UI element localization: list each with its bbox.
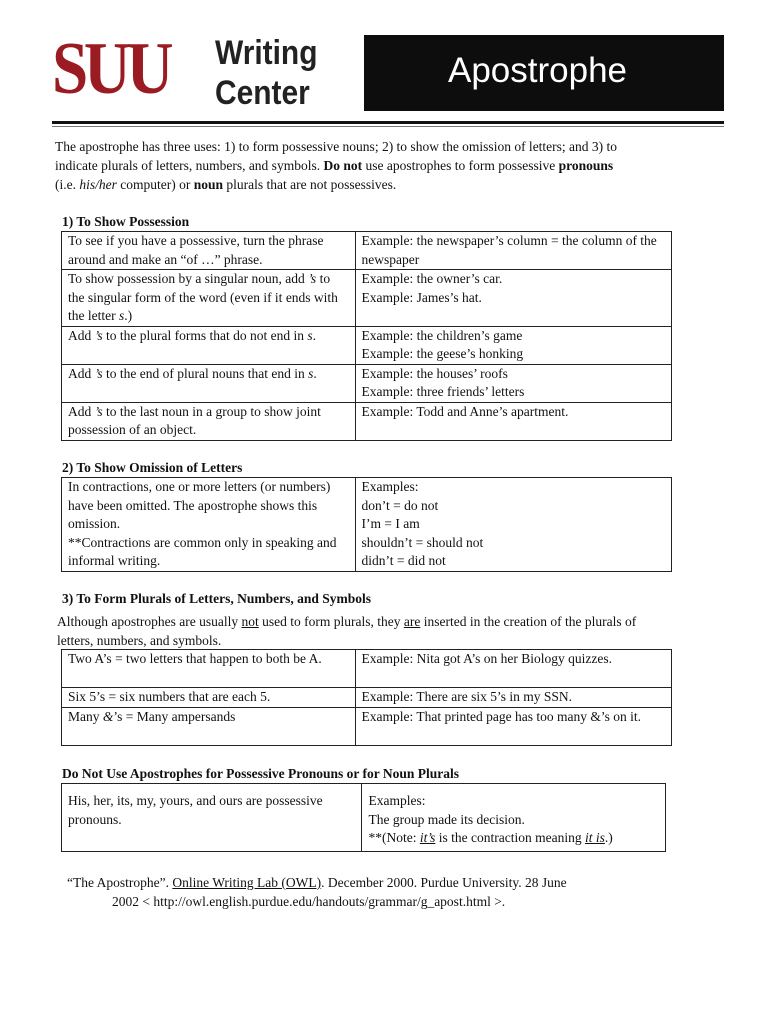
table-row: Add ’s to the plural forms that do not end in s. Example: the children’s game Example: the geese’s honking xyxy=(62,326,672,364)
table-row: Six 5’s = six numbers that are each 5. Example: There are six 5’s in my SSN. xyxy=(62,688,672,708)
omission-table xyxy=(61,477,672,572)
logo-center-text: Center xyxy=(215,74,310,112)
header-rule-thin xyxy=(52,126,724,127)
section3-intro: Although apostrophes are usually not used to form plurals, they are inserted in the creation of the plurals of letters, numbers, and symbols. xyxy=(57,614,637,648)
intro-paragraph: The apostrophe has three uses: 1) to form possessive nouns; 2) to show the omission of letters; and 3) to indicate plurals of letters, numbers, and symbols. Do not use apostrophes to form possessive pronouns (i.e. his/her computer) or noun plurals that are not possessives. xyxy=(55,139,618,192)
page-title: Apostrophe xyxy=(448,51,628,90)
plurals-table xyxy=(61,649,672,746)
logo-writing-text: Writing xyxy=(215,34,318,72)
section4-heading: Do Not Use Apostrophes for Possessive Pronouns or for Noun Plurals xyxy=(62,766,460,781)
table-row: Add ’s to the end of plural nouns that end in s. Example: the houses’ roofs Example: three friends’ letters xyxy=(62,364,672,402)
table-row: To show possession by a singular noun, add ’s to the singular form of the word (even if it ends with the letter s.) Example: the owner’s car. Example: James’s hat. xyxy=(62,270,672,327)
title-banner xyxy=(364,35,724,111)
owl-link: Online Writing Lab (OWL) xyxy=(172,875,322,890)
table-row: Two A’s = two letters that happen to both be A. Example: Nita got A’s on her Biology quizzes. xyxy=(62,650,672,688)
table-row: His, her, its, my, yours, and ours are possessive pronouns. Examples: The group made its decision. **(Note: it’s is the contraction meaning it is.) xyxy=(62,784,666,852)
section2-heading: 2) To Show Omission of Letters xyxy=(62,460,243,475)
section1-heading: 1) To Show Possession xyxy=(62,214,190,229)
table-row: Many &’s = Many ampersands Example: That printed page has too many &’s on it. xyxy=(62,708,672,746)
section3-heading: 3) To Form Plurals of Letters, Numbers, and Symbols xyxy=(62,591,372,606)
table-row: To see if you have a possessive, turn the phrase around and make an “of …” phrase. Example: the newspaper’s column = the column of the newspaper xyxy=(62,232,672,270)
pronouns-table xyxy=(61,783,666,852)
possession-table xyxy=(61,231,672,441)
page-header xyxy=(52,28,724,113)
header-rule xyxy=(52,121,724,124)
suu-logo: SUU xyxy=(52,28,170,110)
table-row: Add ’s to the last noun in a group to show joint possession of an object. Example: Todd and Anne’s apartment. xyxy=(62,402,672,440)
table-row: In contractions, one or more letters (or numbers) have been omitted. The apostrophe shows this omission. **Contractions are common only in speaking and informal writing. Examples: don’t = do not I’m = I am shouldn’t = should not didn’t = did not xyxy=(62,478,672,572)
citation: “The Apostrophe”. Online Writing Lab (OWL). December 2000. Purdue University. 28 June 2002 < http://owl.english.purdue.edu/handouts/grammar/g_apost.html >. xyxy=(67,875,567,909)
